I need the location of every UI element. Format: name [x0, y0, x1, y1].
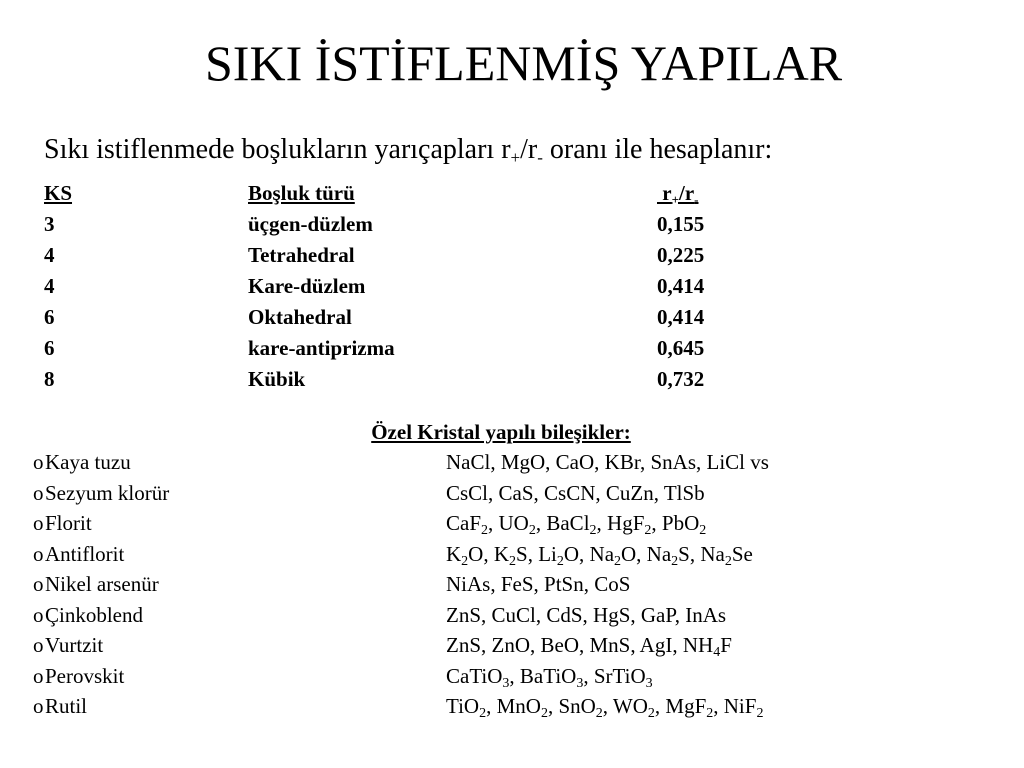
cell-ks: 4	[44, 243, 55, 267]
header-void-type: Boşluk türü	[248, 181, 355, 205]
list-item	[33, 509, 933, 540]
structure-name: Antiflorit	[45, 541, 125, 566]
formula-subscript: 3	[645, 675, 653, 691]
structure-examples	[446, 570, 630, 598]
structure-name: Çinkoblend	[45, 602, 143, 627]
formula-text: F	[720, 633, 732, 657]
cell-radius-ratio: 0,645	[657, 336, 705, 360]
formula-text: O, K	[468, 541, 510, 566]
formula-subscript: 3	[502, 675, 510, 691]
formula-subscript: 2	[556, 553, 564, 569]
intro-prefix: Sıkı istiflenmede boşlukların yarıçapları r	[44, 134, 511, 165]
page-title: SIKI İSTİFLENMİŞ YAPILAR	[205, 35, 843, 91]
cell-void-type: Kare-düzlem	[248, 274, 366, 298]
formula-text: S, Li	[516, 541, 557, 566]
list-item	[33, 570, 933, 601]
cell-void-type: Oktahedral	[248, 305, 352, 329]
formula-subscript: 2	[756, 706, 764, 721]
structure-name: Nikel arsenür	[45, 572, 159, 596]
formula-text: O, Na	[563, 541, 615, 566]
table-header-row	[44, 180, 744, 211]
bullet-icon: o	[33, 633, 44, 657]
formula-text: S, Na	[678, 541, 725, 566]
compound-list	[33, 448, 933, 723]
formula-subscript: 4	[713, 645, 721, 660]
table-row	[44, 211, 744, 242]
formula-text: CaTiO	[446, 663, 503, 688]
formula-subscript: 2	[647, 706, 655, 721]
bullet-icon: o	[33, 572, 44, 596]
list-item	[33, 448, 933, 479]
header-ratio-r1: r	[657, 181, 672, 205]
formula-subscript: 2	[644, 523, 652, 538]
bullet-icon: o	[33, 450, 44, 474]
formula-subscript: 2	[589, 523, 597, 538]
formula-text: ZnS, ZnO, BeO, MnS, AgI, NH	[446, 633, 714, 657]
table-row	[44, 366, 744, 397]
table-row	[44, 273, 744, 304]
structure-name: Perovskit	[45, 663, 125, 688]
cell-void-type: Tetrahedral	[248, 243, 355, 267]
formula-text: NaCl, MgO, CaO, KBr, SnAs, LiCl vs	[446, 450, 769, 474]
bullet-icon: o	[33, 663, 44, 688]
cell-ks: 6	[44, 336, 55, 360]
bullet-icon: o	[33, 602, 44, 627]
formula-subscript: 2	[479, 706, 487, 721]
list-item	[33, 631, 933, 662]
formula-text: , MgF	[654, 694, 707, 718]
cell-ks: 4	[44, 274, 55, 298]
formula-text: NiAs, FeS, PtSn, CoS	[446, 572, 631, 596]
cell-void-type: kare-antiprizma	[248, 336, 395, 360]
section-title: Özel Kristal yapılı bileşikler:	[371, 420, 631, 444]
structure-examples	[446, 631, 732, 659]
formula-text: CsCl, CaS, CsCN, CuZn, TlSb	[446, 480, 705, 505]
list-item	[33, 601, 933, 632]
header-ratio-sub-minus: -	[694, 192, 699, 207]
bullet-icon: o	[33, 541, 44, 566]
formula-text: , BaCl	[535, 511, 590, 535]
formula-text: ZnS, CuCl, CdS, HgS, GaP, InAs	[446, 602, 727, 627]
formula-subscript: 2	[540, 706, 548, 721]
structure-examples	[446, 448, 769, 476]
cell-ks: 3	[44, 212, 55, 236]
list-item	[33, 692, 933, 723]
cell-ks: 6	[44, 305, 55, 329]
bullet-icon: o	[33, 511, 44, 535]
formula-subscript: 2	[481, 523, 489, 538]
structure-name: Rutil	[45, 694, 88, 718]
structure-name: Florit	[45, 511, 92, 535]
formula-text: K	[446, 541, 462, 566]
bullet-icon: o	[33, 480, 44, 505]
structure-examples	[446, 662, 653, 690]
bullet-icon: o	[33, 694, 44, 718]
formula-text: , BaTiO	[509, 663, 577, 688]
structure-name: Vurtzit	[45, 633, 104, 657]
formula-text: TiO	[446, 694, 480, 718]
cell-radius-ratio: 0,414	[657, 274, 705, 298]
intro-sub-minus: -	[537, 148, 543, 167]
formula-subscript: 2	[614, 553, 622, 569]
formula-subscript: 2	[706, 706, 714, 721]
cell-ks: 8	[44, 367, 55, 391]
header-radius-ratio	[657, 180, 699, 206]
structure-name: Kaya tuzu	[45, 450, 131, 474]
structure-examples	[446, 601, 726, 629]
structure-name: Sezyum klorür	[45, 480, 170, 505]
formula-text: , SnO	[547, 694, 596, 718]
cell-radius-ratio: 0,155	[657, 212, 705, 236]
structure-examples	[446, 540, 753, 568]
formula-text: , PbO	[651, 511, 700, 535]
table-row	[44, 242, 744, 273]
cell-radius-ratio: 0,732	[657, 367, 705, 391]
formula-subscript: 2	[595, 706, 603, 721]
formula-subscript: 3	[576, 675, 584, 691]
formula-subscript: 2	[528, 523, 536, 538]
table-row	[44, 335, 744, 366]
formula-subscript: 2	[461, 553, 469, 569]
header-ks: KS	[44, 181, 73, 205]
header-ratio-sub-plus: +	[671, 192, 679, 207]
formula-text: Se	[731, 541, 753, 566]
table-row	[44, 304, 744, 335]
header-ratio-mid: /r	[679, 181, 695, 205]
table-body	[44, 211, 744, 397]
formula-text: , UO	[488, 511, 529, 535]
intro-suffix: oranı ile hesaplanır:	[542, 134, 773, 165]
formula-subscript: 2	[699, 523, 707, 538]
formula-subscript: 2	[671, 553, 679, 569]
list-item	[33, 662, 933, 693]
formula-text: , HgF	[596, 511, 645, 535]
structure-examples	[446, 692, 763, 720]
coordination-table	[44, 180, 744, 397]
formula-subscript: 2	[724, 553, 732, 569]
cell-radius-ratio: 0,225	[657, 243, 705, 267]
formula-text: , WO	[602, 694, 648, 718]
intro-text	[44, 134, 773, 167]
intro-sub-plus: +	[510, 148, 521, 167]
formula-text: , SrTiO	[583, 663, 646, 688]
formula-text: O, Na	[621, 541, 672, 566]
list-item	[33, 479, 933, 510]
structure-examples	[446, 479, 705, 507]
formula-subscript: 2	[509, 553, 517, 569]
cell-void-type: üçgen-düzlem	[248, 212, 373, 236]
formula-text: , MnO	[486, 694, 541, 718]
intro-mid: /r	[520, 134, 538, 165]
cell-radius-ratio: 0,414	[657, 305, 705, 329]
formula-text: , NiF	[713, 694, 757, 718]
formula-text: CaF	[446, 511, 482, 535]
cell-void-type: Kübik	[248, 367, 306, 391]
list-item	[33, 540, 933, 571]
structure-examples	[446, 509, 706, 537]
